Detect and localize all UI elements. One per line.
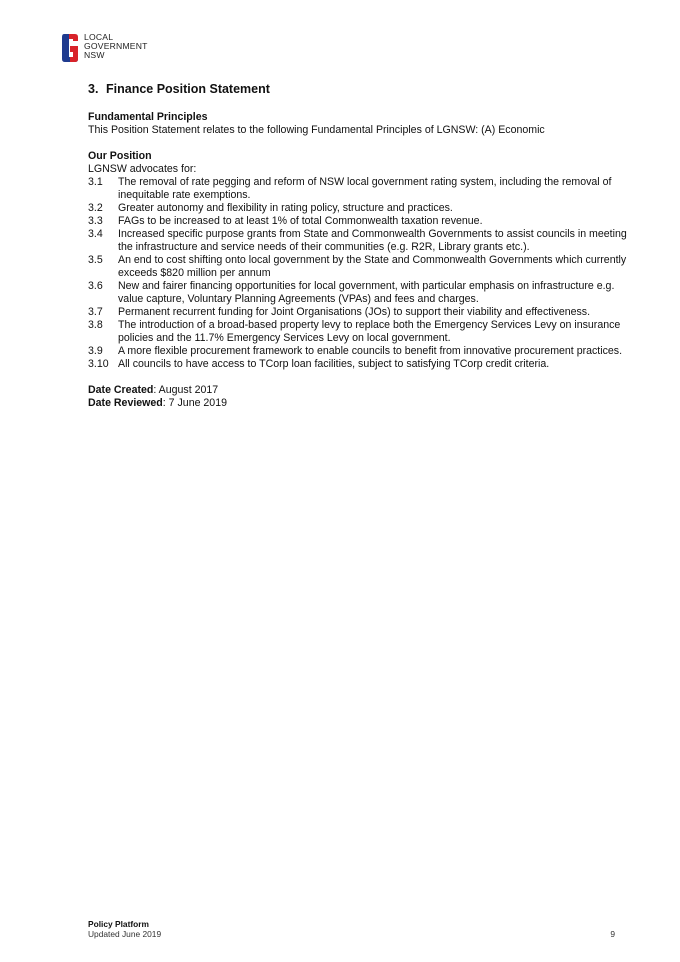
item-text: The removal of rate pegging and reform of NSW local government rating system, including the removal of inequitable rate exemptions. bbox=[118, 176, 612, 201]
item-number: 3.3 bbox=[88, 215, 103, 227]
list-item bbox=[88, 254, 628, 280]
footer-updated: Updated June 2019 bbox=[88, 929, 162, 939]
fundamental-principles-text: This Position Statement relates to the following Fundamental Principles of LGNSW: (A) Economic bbox=[88, 124, 545, 136]
item-text: The introduction of a broad-based property levy to replace both the Emergency Services Levy on insurance policies and the 11.7% Emergency Services Levy on local government. bbox=[118, 319, 621, 344]
item-text: All councils to have access to TCorp loan facilities, subject to satisfying TCorp credit criteria. bbox=[118, 358, 550, 370]
item-text: Increased specific purpose grants from State and Commonwealth Governments to assist councils in meeting the infrastructure and service needs of their communities (e.g. R2R, Library grants etc.). bbox=[118, 228, 627, 253]
our-position-intro: LGNSW advocates for: bbox=[88, 163, 197, 175]
item-text: Greater autonomy and flexibility in rating policy, structure and practices. bbox=[118, 202, 453, 214]
date-created-value: : August 2017 bbox=[153, 384, 219, 396]
fundamental-principles-heading: Fundamental Principles bbox=[88, 111, 208, 123]
page-number: 9 bbox=[610, 929, 615, 939]
page-footer bbox=[88, 919, 161, 939]
list-item bbox=[88, 358, 628, 371]
list-item bbox=[88, 228, 628, 254]
item-number: 3.9 bbox=[88, 345, 103, 357]
list-item bbox=[88, 319, 628, 345]
section-number: 3. bbox=[88, 82, 99, 96]
item-number: 3.10 bbox=[88, 358, 109, 370]
item-number: 3.5 bbox=[88, 254, 103, 266]
date-created-label: Date Created bbox=[88, 384, 154, 396]
item-text: Permanent recurrent funding for Joint Organisations (JOs) to support their viability and effectiveness. bbox=[118, 306, 591, 318]
item-text: New and fairer financing opportunities for local government, with particular emphasis on infrastructure e.g. value capture, Voluntary Planning Agreements (VPAs) and fees and charges. bbox=[118, 280, 615, 305]
list-item bbox=[88, 306, 628, 319]
logo-line-2: GOVERNMENT bbox=[84, 41, 148, 52]
lgnsw-logo-icon bbox=[61, 33, 79, 63]
item-number: 3.6 bbox=[88, 280, 103, 292]
date-reviewed-value: : 7 June 2019 bbox=[162, 397, 227, 409]
item-text: A more flexible procurement framework to enable councils to benefit from innovative procurement practices. bbox=[118, 345, 623, 357]
list-item bbox=[88, 215, 628, 228]
date-reviewed-label: Date Reviewed bbox=[88, 397, 163, 409]
item-number: 3.2 bbox=[88, 202, 103, 214]
list-item bbox=[88, 280, 628, 306]
item-number: 3.1 bbox=[88, 176, 103, 188]
item-number: 3.4 bbox=[88, 228, 103, 240]
position-list bbox=[88, 176, 628, 371]
list-item bbox=[88, 202, 628, 215]
page-title bbox=[88, 81, 628, 97]
item-number: 3.7 bbox=[88, 306, 103, 318]
date-created bbox=[88, 384, 628, 397]
our-position-heading: Our Position bbox=[88, 150, 152, 162]
date-reviewed bbox=[88, 397, 628, 410]
logo-line-1: LOCAL bbox=[84, 32, 114, 42]
item-text: FAGs to be increased to at least 1% of total Commonwealth taxation revenue. bbox=[118, 215, 483, 227]
section-title: Finance Position Statement bbox=[106, 82, 270, 96]
item-number: 3.8 bbox=[88, 319, 103, 331]
list-item bbox=[88, 345, 628, 358]
logo-line-3: NSW bbox=[84, 50, 105, 61]
lgnsw-logo bbox=[61, 33, 148, 63]
document-dates bbox=[88, 384, 628, 410]
item-text: An end to cost shifting onto local government by the State and Commonwealth Governments which currently exceeds $820 million per annum bbox=[118, 254, 627, 279]
logo-wordmark bbox=[84, 33, 148, 61]
document-body bbox=[88, 81, 628, 410]
list-item bbox=[88, 176, 628, 202]
footer-title: Policy Platform bbox=[88, 919, 149, 929]
